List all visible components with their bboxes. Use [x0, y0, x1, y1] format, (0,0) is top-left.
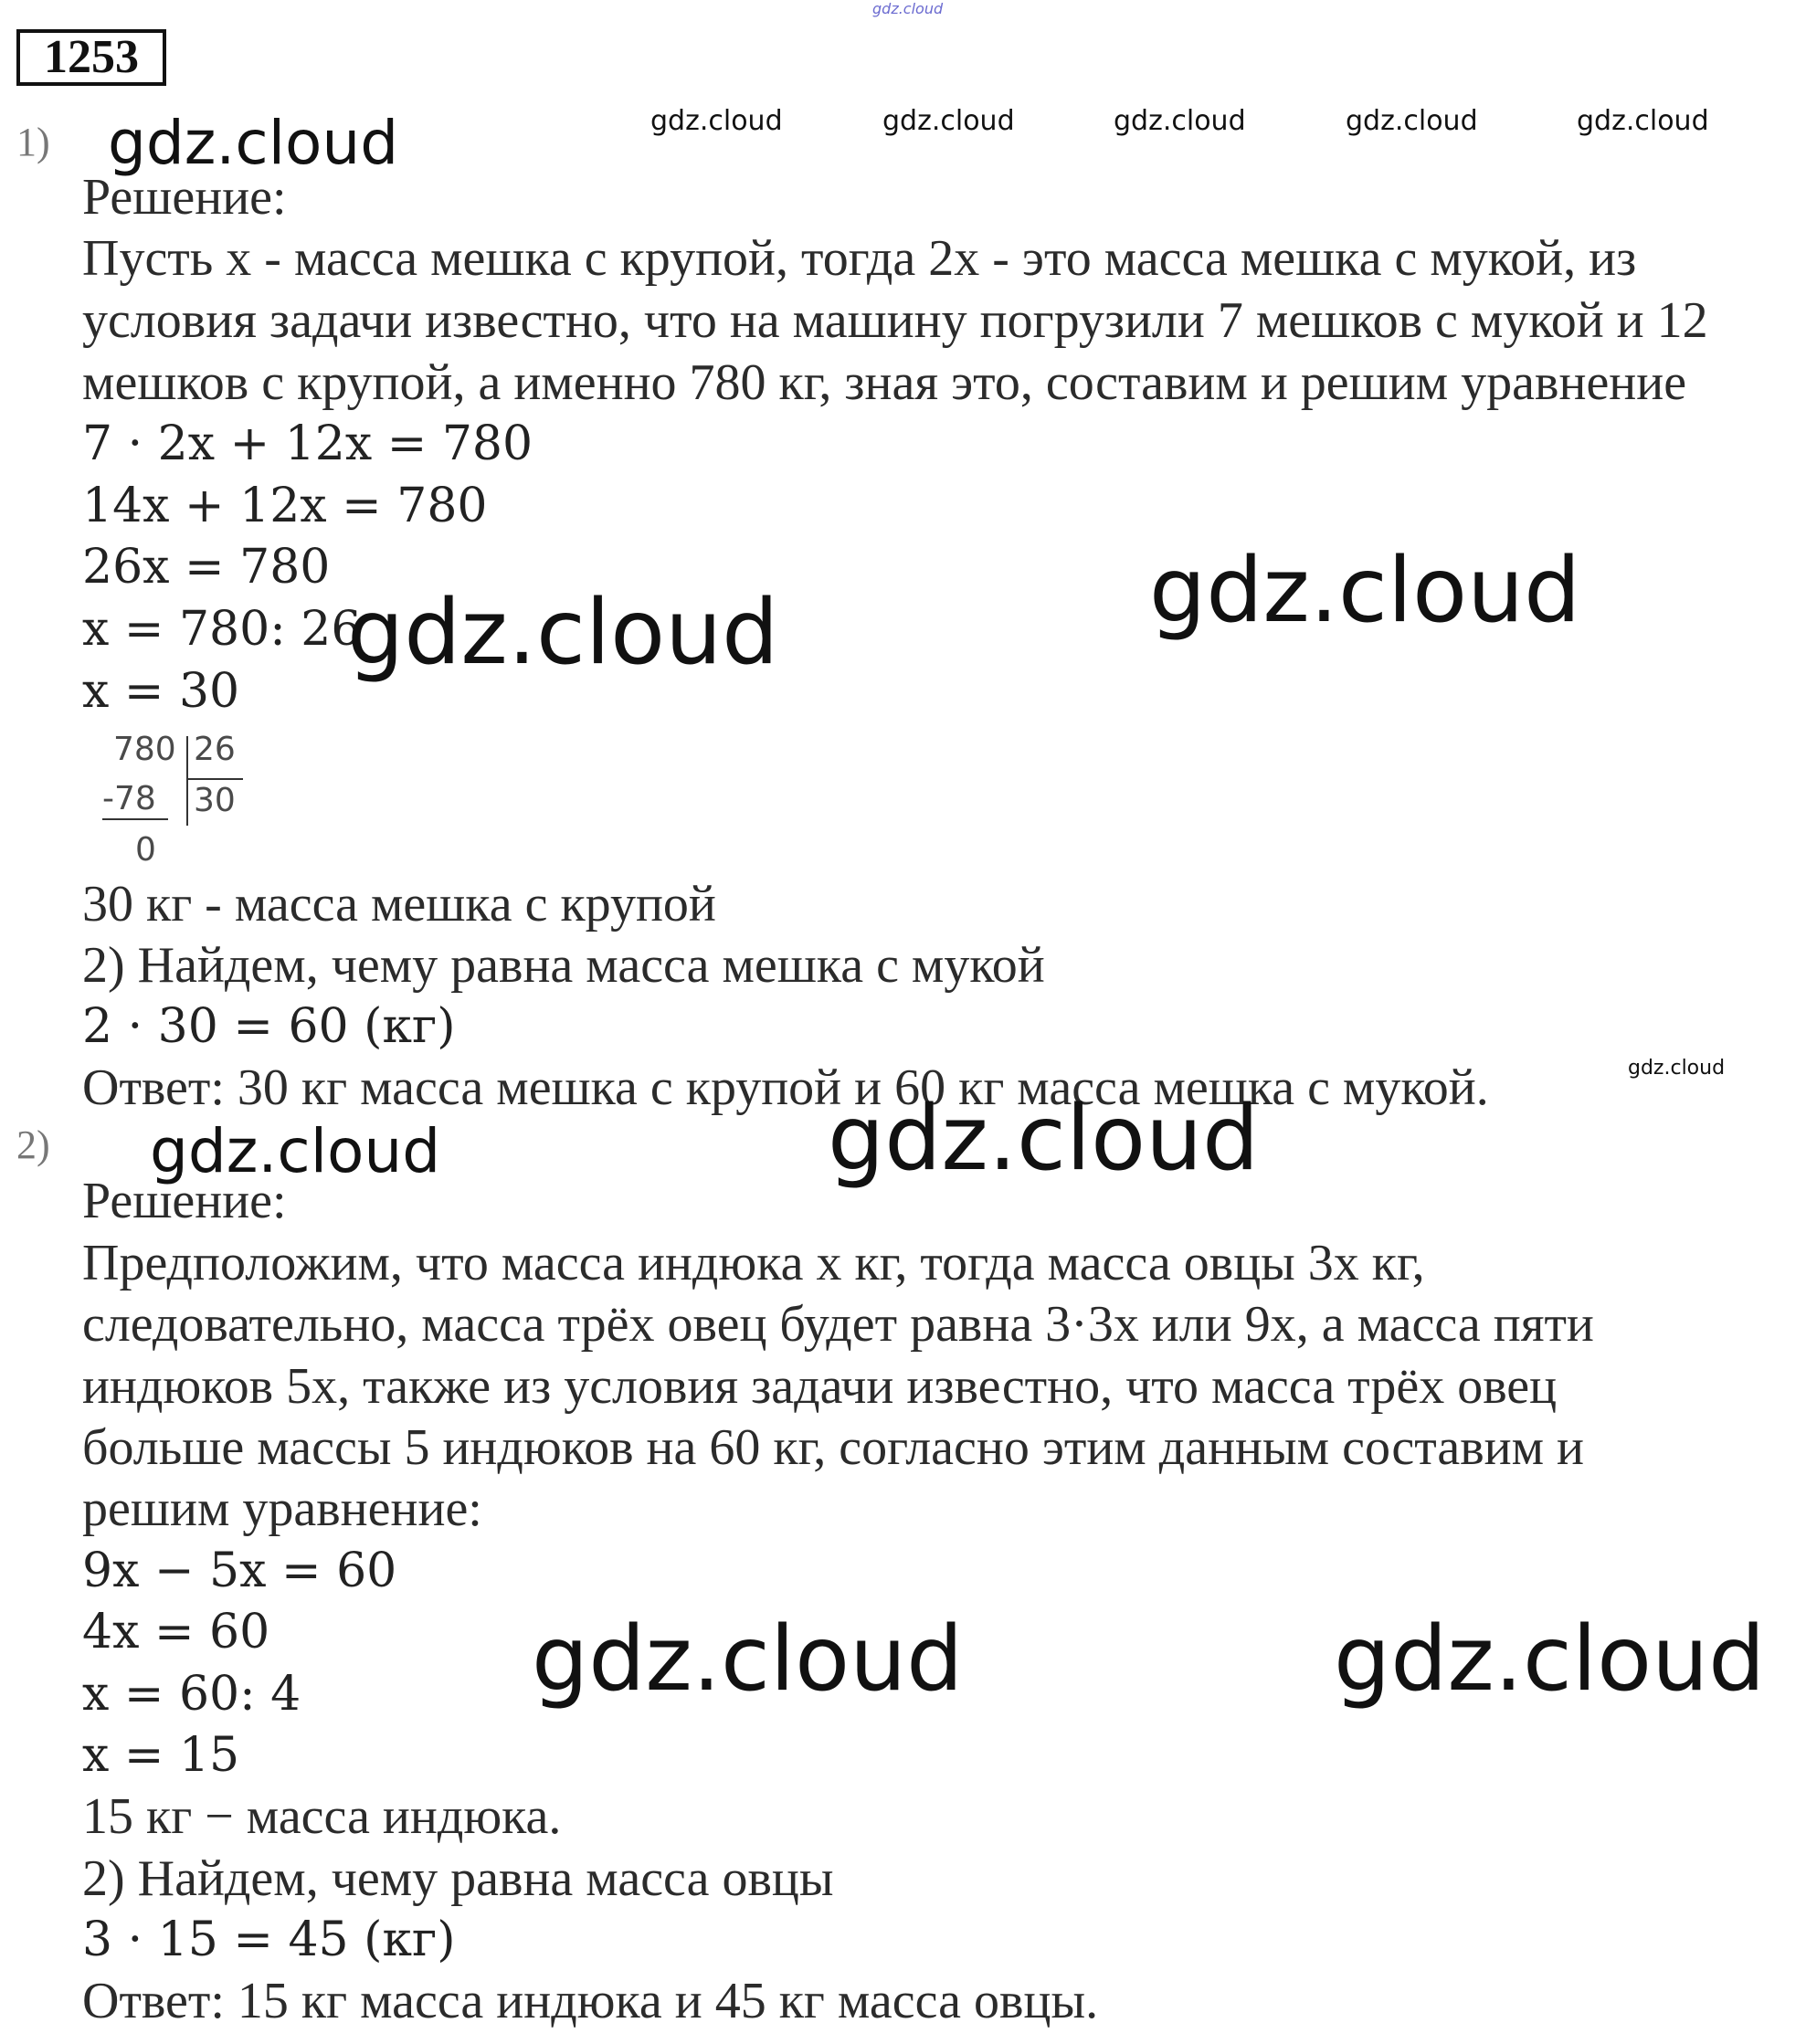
part-1-text-line: мешков с крупой, а именно 780 кг, зная это, составим и решим уравнение: [82, 354, 1687, 411]
part-2-equation: x = 60: 4: [82, 1667, 301, 1722]
watermark-row-3: gdz.cloud: [1114, 105, 1246, 137]
division-remainder: 0: [135, 831, 156, 869]
part-2-equation: x = 15: [82, 1728, 240, 1783]
part-1-step-2-equation: 2 · 30 = 60 (кг): [82, 999, 456, 1054]
watermark-row-1: gdz.cloud: [650, 105, 783, 137]
part-2-step-2-equation: 3 · 15 = 45 (кг): [82, 1912, 456, 1967]
part-2-equation: 9x − 5x = 60: [82, 1544, 397, 1598]
part-2-answer: Ответ: 15 кг масса индюка и 45 кг масса овцы.: [82, 1973, 1099, 2029]
part-2-text-line: индюков 5x, также из условия задачи известно, что масса трёх овец: [82, 1358, 1558, 1415]
part-1-equation: 7 · 2x + 12x = 780: [82, 416, 533, 471]
division-subtrahend: -78: [102, 780, 156, 817]
part-2-text-line: больше массы 5 индюков на 60 кг, согласно этим данным составим и: [82, 1419, 1585, 1476]
division-vertical-line: [186, 736, 188, 826]
part-1-heading: Решение:: [82, 169, 287, 226]
part-2-text-line: решим уравнение:: [82, 1480, 482, 1537]
part-2-text-line: следовательно, масса трёх овец будет равна 3·3x или 9x, а масса пяти: [82, 1296, 1594, 1353]
part-2-equation: 4x = 60: [82, 1605, 270, 1659]
watermark-w3: gdz.cloud: [1149, 539, 1581, 643]
division-dividend: 780: [113, 731, 176, 768]
watermark-w6: gdz.cloud: [828, 1087, 1260, 1191]
part-1-text-line: условия задачи известно, что на машину погрузили 7 мешков с мукой и 12: [82, 292, 1708, 349]
part-2-step-2: 2) Найдем, чему равна масса овцы: [82, 1850, 834, 1907]
part-1-text-line: Пусть x - масса мешка с крупой, тогда 2x - это масса мешка с мукой, из: [82, 230, 1637, 287]
watermark-w1: gdz.cloud: [108, 108, 399, 178]
part-1-equation: 26x = 780: [82, 540, 331, 595]
watermark-row-2: gdz.cloud: [882, 105, 1015, 137]
part-1-equation: 14x + 12x = 780: [82, 479, 488, 533]
part-1-step-2: 2) Найдем, чему равна масса мешка с мукой: [82, 937, 1045, 994]
part-2-label: 2): [16, 1122, 50, 1167]
watermark-top: gdz.cloud: [872, 0, 944, 17]
watermark-row-5: gdz.cloud: [1577, 105, 1709, 137]
part-2-text-line: Предположим, что масса индюка x кг, тогда масса овцы 3x кг,: [82, 1235, 1425, 1291]
watermark-w5: gdz.cloud: [150, 1116, 441, 1186]
watermark-w2: gdz.cloud: [347, 581, 779, 685]
part-1-equation: x = 30: [82, 664, 240, 719]
division-quotient: 30: [194, 782, 236, 819]
division-divisor: 26: [194, 731, 236, 768]
division-divisor-line: [188, 778, 243, 780]
division-subtract-line: [102, 818, 168, 820]
part-1-answer: Ответ: 30 кг масса мешка с крупой и 60 кг масса мешка с мукой.: [82, 1059, 1489, 1116]
watermark-w8: gdz.cloud: [1334, 1607, 1766, 1712]
part-2-result: 15 кг − масса индюка.: [82, 1788, 562, 1845]
part-1-label: 1): [16, 120, 50, 164]
part-1-equation: x = 780: 26: [82, 602, 362, 657]
part-2-heading: Решение:: [82, 1173, 287, 1229]
long-division: [99, 731, 254, 877]
problem-number: 1253: [16, 29, 166, 86]
watermark-row-4: gdz.cloud: [1346, 105, 1478, 137]
part-1-result: 30 кг - масса мешка с крупой: [82, 876, 716, 932]
watermark-w4: gdz.cloud: [1628, 1057, 1726, 1080]
watermark-w7: gdz.cloud: [532, 1607, 964, 1712]
